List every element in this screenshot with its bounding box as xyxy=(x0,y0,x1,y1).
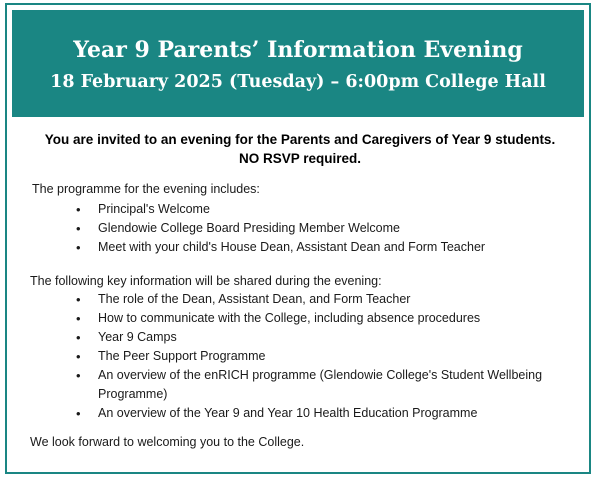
list-item: • How to communicate with the College, including absence procedures xyxy=(76,309,574,328)
list-item: • An overview of the Year 9 and Year 10 Health Education Programme xyxy=(76,404,574,423)
programme-intro: The programme for the evening includes: xyxy=(32,182,260,196)
rsvp-note: NO RSVP required. xyxy=(238,151,362,166)
programme-list xyxy=(76,200,485,257)
key-information-intro: The following key information will be shared during the evening: xyxy=(30,274,382,288)
header-banner xyxy=(12,10,584,117)
invitation-line: You are invited to an evening for the Parents and Caregivers of Year 9 students. xyxy=(44,132,556,147)
closing-message: We look forward to welcoming you to the College. xyxy=(30,435,305,449)
key-information-list xyxy=(76,290,574,423)
list-item: • Principal's Welcome xyxy=(76,200,485,219)
invitation-block xyxy=(10,130,590,168)
list-item: • The role of the Dean, Assistant Dean, and Form Teacher xyxy=(76,290,574,309)
list-item: • Glendowie College Board Presiding Member Welcome xyxy=(76,219,485,238)
list-item: • The Peer Support Programme xyxy=(76,347,574,366)
event-date-location: 18 February 2025 (Tuesday) – 6:00pm College Hall xyxy=(50,72,546,92)
list-item: • Year 9 Camps xyxy=(76,328,574,347)
list-item: • Meet with your child's House Dean, Assistant Dean and Form Teacher xyxy=(76,238,485,257)
page-title: Year 9 Parents’ Information Evening xyxy=(73,37,523,63)
list-item: • An overview of the enRICH programme (Glendowie College's Student Wellbeing Programme) xyxy=(76,366,574,404)
